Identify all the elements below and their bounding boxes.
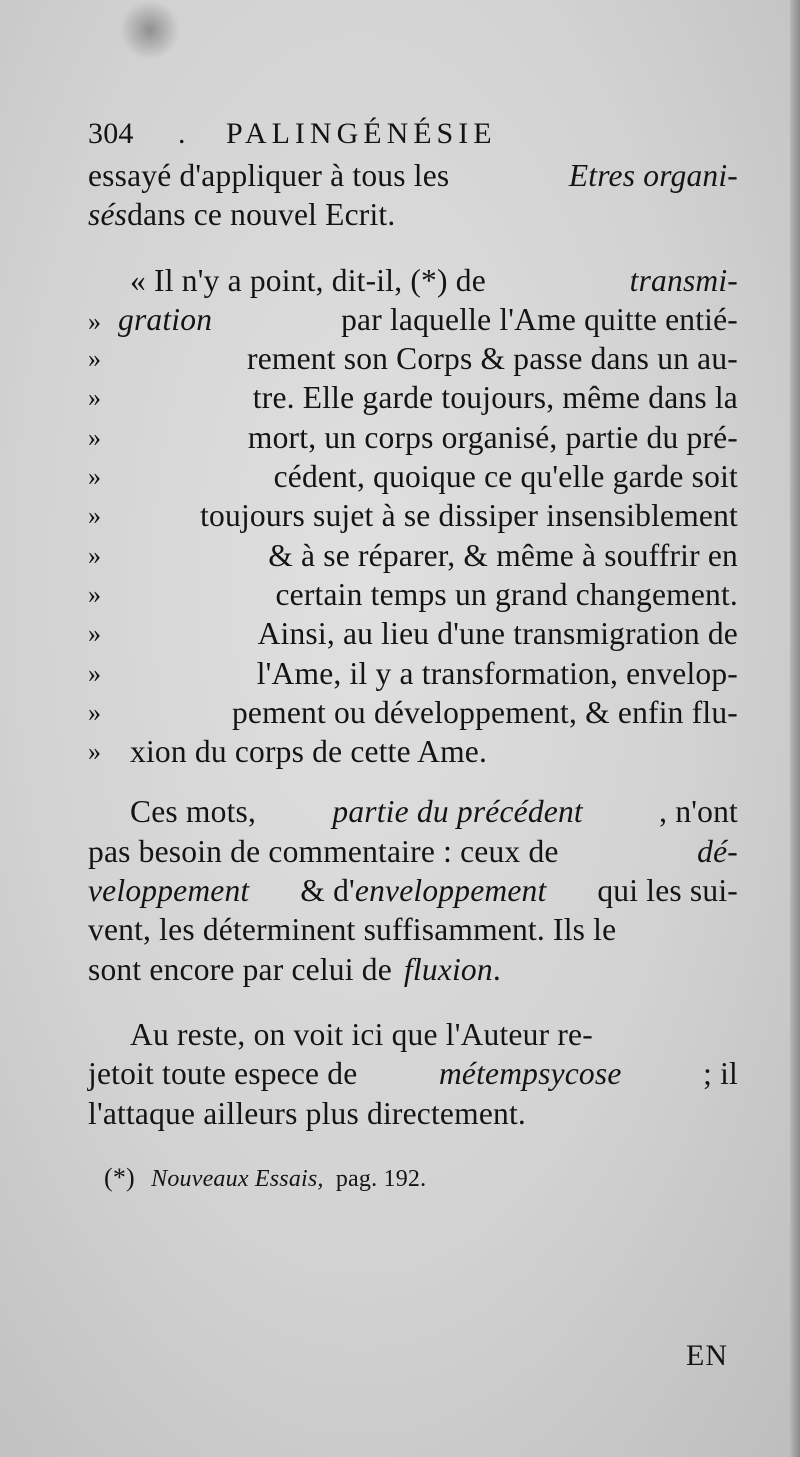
quote-mark: » xyxy=(88,737,102,767)
text-span: rement son Corps & passe dans un au- xyxy=(247,341,738,377)
running-head-separator: . xyxy=(178,117,186,150)
text-span: tre. Elle garde toujours, même dans la xyxy=(252,380,738,416)
running-head-title: PALINGÉNÉSIE xyxy=(226,117,497,150)
quote-line xyxy=(88,575,738,614)
text-span: mort, un corps organisé, partie du pré- xyxy=(247,419,738,455)
text-line xyxy=(88,156,738,195)
quote-mark: » xyxy=(88,344,102,374)
text-span: par laquelle l'Ame quitte entié- xyxy=(341,301,738,337)
text-span: cédent, quoique ce qu'elle garde soit xyxy=(273,459,738,495)
italic-term: sés xyxy=(88,197,128,233)
text-span: ; il xyxy=(703,1056,738,1092)
page-text xyxy=(88,112,738,1194)
text-line xyxy=(88,871,738,910)
quote-line xyxy=(88,261,738,300)
quote-line xyxy=(88,418,738,457)
text-line xyxy=(88,1054,738,1093)
quote-line xyxy=(88,339,738,378)
quote-mark: » xyxy=(88,462,102,492)
italic-term: enveloppement xyxy=(354,873,547,909)
text-span: dans ce nouvel Ecrit. xyxy=(127,197,396,233)
italic-term: métempsycose xyxy=(438,1056,622,1092)
text-span: vent, les déterminent suffisamment. Ils le xyxy=(88,912,617,948)
page-edge xyxy=(790,0,800,1457)
quote-line xyxy=(88,654,738,693)
quote-line xyxy=(88,378,738,417)
text-line xyxy=(88,950,738,989)
text-span: essayé d'appliquer à tous les xyxy=(88,158,450,193)
text-line xyxy=(88,1015,738,1054)
quote-mark: » xyxy=(88,540,102,570)
page-number: 304 xyxy=(88,117,134,150)
quote-mark: » xyxy=(88,501,102,531)
text-span: jetoit toute espece de xyxy=(88,1056,358,1092)
text-span: Ainsi, au lieu d'une transmigration de xyxy=(257,616,738,652)
text-span: . xyxy=(492,951,501,987)
quote-line xyxy=(88,496,738,535)
quote-mark: » xyxy=(88,422,102,452)
text-span: xion du corps de cette Ame. xyxy=(130,734,488,770)
footnote-marker: (*) xyxy=(104,1162,135,1192)
page-stain xyxy=(120,0,180,60)
quote-mark: » xyxy=(88,619,102,649)
italic-term: dé- xyxy=(697,833,738,869)
text-line xyxy=(88,832,738,871)
quote-line xyxy=(88,614,738,653)
text-span: sont encore par celui de xyxy=(88,951,392,987)
quote-mark: » xyxy=(88,658,102,688)
text-span: Ces mots, xyxy=(130,794,257,830)
italic-term: partie du précédent xyxy=(332,794,583,830)
italic-term: Etres organi- xyxy=(568,158,738,193)
text-span: l'attaque ailleurs plus directement. xyxy=(88,1095,526,1131)
text-span: pas besoin de commentaire : ceux de xyxy=(88,833,559,869)
text-line xyxy=(88,910,738,949)
quote-mark: » xyxy=(88,579,102,609)
text-span: , n'ont xyxy=(659,794,738,830)
text-span: & d' xyxy=(300,873,355,909)
footnote-reference: pag. 192. xyxy=(335,1165,427,1192)
quote-line xyxy=(88,693,738,732)
text-span: qui les sui- xyxy=(597,873,738,909)
text-span: « Il n'y a point, dit-il, (*) de xyxy=(130,262,486,298)
text-line xyxy=(88,195,738,234)
quote-mark: » xyxy=(88,306,102,336)
italic-term: gration xyxy=(118,301,213,337)
italic-term: fluxion xyxy=(403,951,493,987)
quote-line xyxy=(88,457,738,496)
catchword: EN xyxy=(686,1339,728,1372)
footnote xyxy=(88,1163,738,1194)
text-span: toujours sujet à se dissiper insensiblement xyxy=(200,498,738,534)
quote-mark: » xyxy=(88,697,102,727)
italic-term: veloppement xyxy=(88,873,250,909)
text-span: & à se réparer, & même à souffrir en xyxy=(268,537,738,573)
footnote-source: Nouveaux Essais, xyxy=(151,1165,324,1192)
text-line xyxy=(88,792,738,831)
italic-term: transmi- xyxy=(629,262,738,298)
quote-line xyxy=(88,732,738,771)
text-span: l'Ame, il y a transformation, envelop- xyxy=(256,655,738,691)
quote-mark: » xyxy=(88,383,102,413)
quote-line xyxy=(88,536,738,575)
text-span: certain temps un grand changement. xyxy=(275,576,738,612)
text-span: pement ou développement, & enfin flu- xyxy=(231,694,738,730)
text-line xyxy=(88,1094,738,1133)
quote-line xyxy=(88,300,738,339)
running-head xyxy=(88,112,738,156)
text-span: Au reste, on voit ici que l'Auteur re- xyxy=(130,1016,593,1052)
